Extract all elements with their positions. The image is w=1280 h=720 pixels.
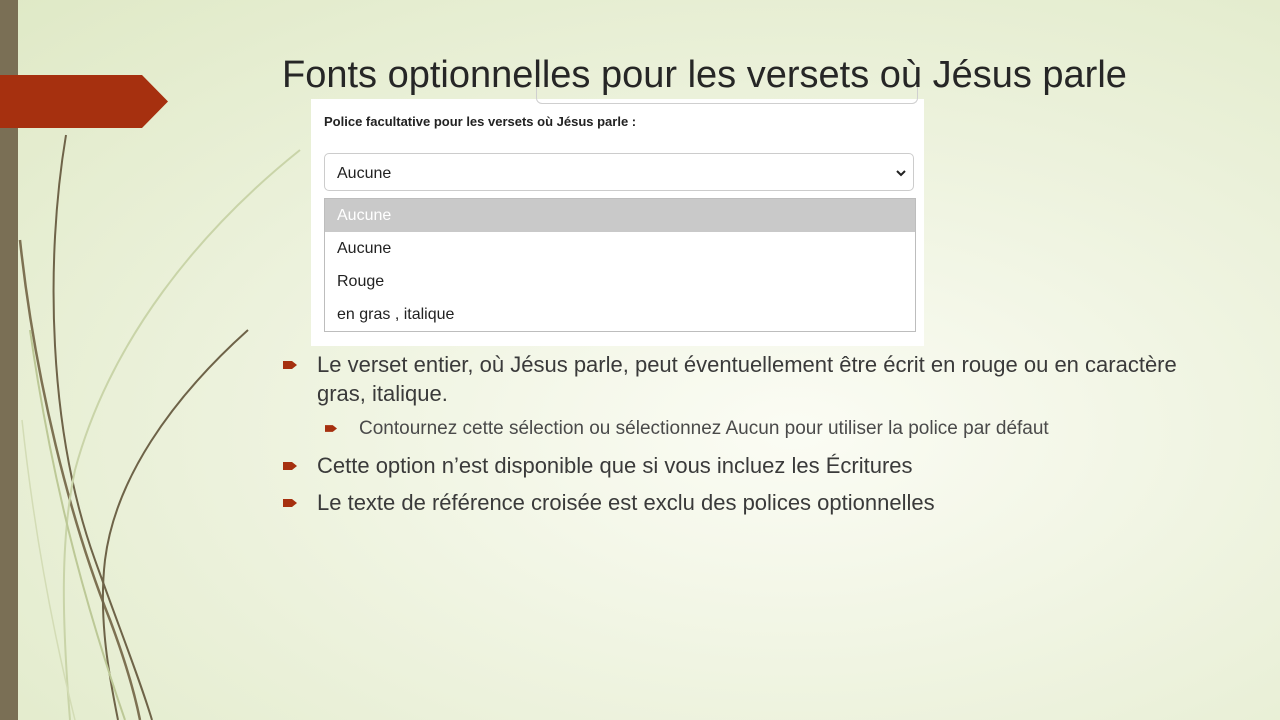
dropdown-option-aucune[interactable]: Aucune xyxy=(337,240,392,257)
dropdown-option-gras-italique[interactable]: en gras , italique xyxy=(337,306,455,323)
dropdown-list xyxy=(324,198,916,332)
bullet-list xyxy=(283,350,1203,525)
embedded-screenshot xyxy=(311,99,924,346)
bullet-text: Le verset entier, où Jésus parle, peut éventuellement être écrit en rouge ou en caractère gras, italique. xyxy=(317,352,1177,406)
arrow-bullet-icon xyxy=(283,498,297,508)
chevron-down-icon xyxy=(895,167,907,179)
arrow-bullet-icon xyxy=(283,360,297,370)
bullet-text: Cette option n’est disponible que si vous incluez les Écritures xyxy=(317,453,913,478)
dropdown-option-rouge[interactable]: Rouge xyxy=(337,273,385,290)
title-arrow-shape xyxy=(0,75,168,128)
arrow-bullet-icon xyxy=(325,424,337,433)
bullet-item xyxy=(283,350,1203,408)
cropped-field-edge xyxy=(536,87,918,104)
slide-title: Fonts optionnelles pour les versets où Jésus parle xyxy=(282,54,1127,96)
dropdown-option-aucune-highlighted[interactable]: Aucune xyxy=(325,199,915,232)
bullet-item xyxy=(283,451,1203,480)
bullet-text: Le texte de référence croisée est exclu des polices optionnelles xyxy=(317,490,935,515)
arrow-bullet-icon xyxy=(283,461,297,471)
field-label: Police facultative pour les versets où Jésus parle : xyxy=(324,114,637,129)
sub-bullet-item xyxy=(325,416,1203,441)
bullet-item xyxy=(283,488,1203,517)
font-select[interactable] xyxy=(324,153,914,191)
select-value: Aucune xyxy=(337,165,392,182)
sub-bullet-text: Contournez cette sélection ou sélectionnez Aucun pour utiliser la police par défaut xyxy=(359,418,1049,439)
